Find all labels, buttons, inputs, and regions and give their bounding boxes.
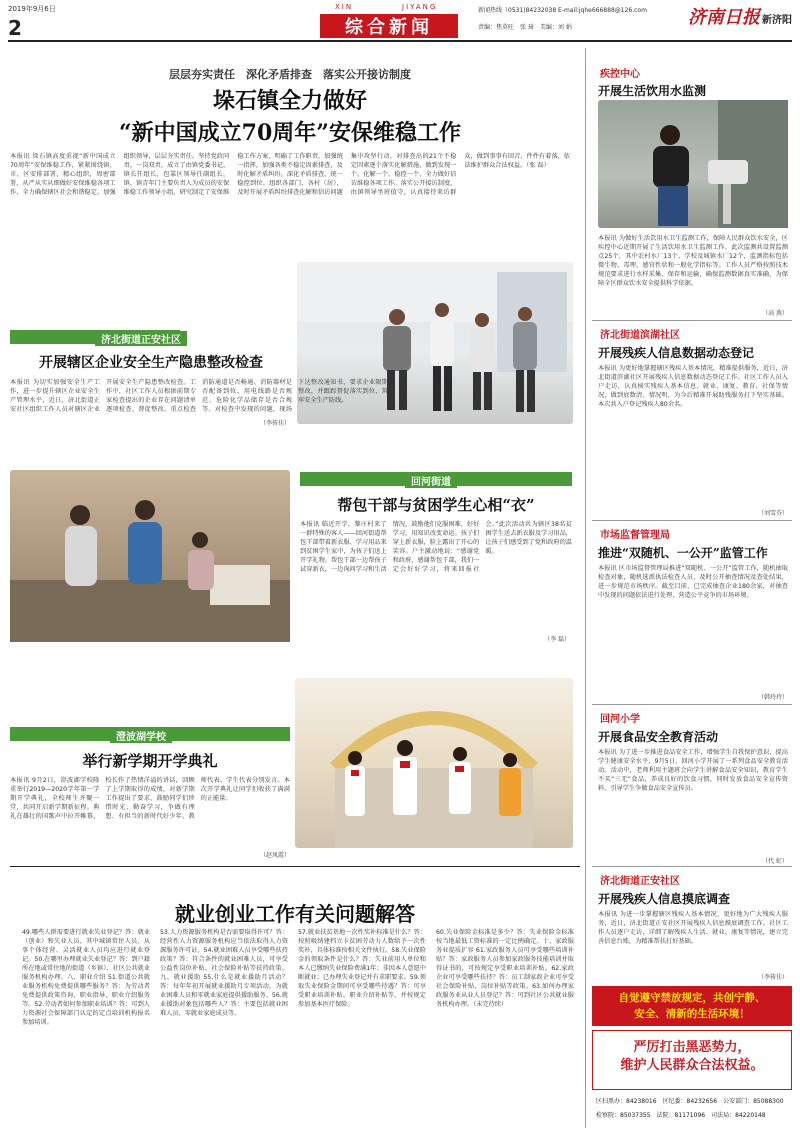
sb5-title: 开展残疾人信息摸底调查 <box>598 892 731 906</box>
sb5-author: （李传佳） <box>757 974 788 981</box>
faq-col-4-text: 60.失业保险金标准是多少？答：失业保险金标准按当地最低工资标准的一定比例确定。十、家政服务业提质扩容 61.家政服务人员可享受哪些培训补贴？答：家政服务人员参加家政服务技能培训并取得证书的，可按规定享受职业培训补贴。62.家政企业可享受哪些扶持？答：员工制家政企业可享受社会保险补贴、岗位补贴等政策。63.如何办理家政服务业从业人员登记？答：可到社区公共就业服务机构办理。（未完待续） <box>436 929 574 1008</box>
sb2-tag: 济北街道滨湖社区 <box>600 330 680 341</box>
s2-title: 帮包干部与贫困学生心相“衣” <box>337 496 535 514</box>
water-photo-art <box>598 100 788 228</box>
faq-top-rule <box>10 866 580 867</box>
sb4-author: （代 虹） <box>762 858 788 865</box>
sb3-body-text: 本报讯 区市场监督管理局推进“双随机、一公开”监管工作，随机抽取检查对象，随机选派执法检查人员，及时公开抽查情况及查处结果，进一步规范市场秩序。截至目前，已完成抽查企业180余家，对抽查中发现的问题依法进行处理，营造公平竞争的市场环境。 <box>598 565 788 599</box>
sb1-title: 开展生活饮用水监测 <box>598 84 707 98</box>
family-photo-art <box>10 470 290 642</box>
slogan-line-1: 自觉遵守禁放规定，共创宁静、 <box>618 992 766 1004</box>
faq-col-3-text: 57.就业扶贫基地一次性奖补标准是什么？答：按照吸纳建档立卡贫困劳动力人数给予一次性奖补，具体标准按相关文件执行。58.失业保险金的领取条件是什么？答：失业前用人单位和本人已缴纳失业保险费满1年；非因本人意愿中断就业；已办理失业登记并有求职要求。59.领取失业保险金期间可享受哪些待遇？答：可享受职业培训补贴、职业介绍补贴等，并按规定参加基本医疗保险。 <box>298 929 426 1008</box>
sb2-author: （刘雪芬） <box>757 510 788 517</box>
faq-col-3 <box>298 928 426 1128</box>
s1-title: 开展辖区企业安全生产隐患整改检查 <box>39 355 263 371</box>
pinyin-left: XIN <box>335 3 354 11</box>
brand-sub: 新济阳 <box>762 15 792 26</box>
sb2-body <box>598 364 788 507</box>
section-title-banner <box>320 14 458 38</box>
sb5-tag: 济北街道正安社区 <box>600 876 680 887</box>
page-number: 2 <box>8 16 22 40</box>
sb1-body-text: 本报讯 为做好生活饮用水卫生监测工作，保障人民群众饮水安全，区疾控中心近期开展了生活饮用水卫生监测工作。此次监测共设置监测点25个，其中农村水厂13个、学校及城镇水厂12个，监测指标包括微生物、毒理、感官性状和一般化学指标等。工作人员严格按照技术规范要求进行水样采集、保存和运输，确保监测数据真实准确，为保障全区群众饮水安全提供科学依据。 <box>598 235 788 287</box>
s3-author: （赵凤霞） <box>259 852 290 859</box>
s1-body-text: 本报讯 为切实加强安全生产工作，进一步提升辖区企业安全生产管理水平，近日，济北街道正安社区组织工作人员对辖区企业开展安全生产隐患整改检查。工作中，社区工作人员根据前期专家检查提出的企业存在问题清单逐项检查、督促整改，重点检查消防通道是否畅通、消防器材是否配备到位、用电线路是否规范、危险化学品储存是否合规等。对检查中发现的问题，现场下达整改通知书，要求企业限期整改，并跟踪督促落实到位，筑牢安全生产防线。 <box>10 379 388 413</box>
sb1-author: （高 燕） <box>762 310 788 317</box>
sb-rule-2 <box>592 520 792 521</box>
sb-rule-4 <box>592 866 792 867</box>
crime-line-2: 维护人民群众合法权益。 <box>620 1058 764 1073</box>
s2-body-text: 本报讯 临近开学，黎庄村来了一群特殊的客人——回河街道帮包干部带着新衣服、学习用品来到贫困学生家中，为孩子们送上开学礼物。帮包干部一边帮孩子试穿新衣，一边询问学习和生活情况，鼓励他们克服困难，好好学习，用知识改变命运。孩子们穿上新衣服，脸上露出了开心的笑容。户主激动地说：“感谢党和政府，感谢帮包干部，我们一定会好好学习，将来回报社会。”此次活动共为辖区38名贫困学生送去新衣服及学习用品，让孩子们感受到了党和政府的温暖。 <box>300 521 572 573</box>
sb1-body <box>598 234 788 306</box>
lead-body <box>10 152 570 252</box>
crime-box <box>592 1030 792 1090</box>
column-divider <box>585 48 586 1128</box>
lead-title-1: 垛石镇全力做好 <box>212 88 367 114</box>
faq-col-1 <box>22 928 150 1128</box>
section-title: 综合新闻 <box>345 17 433 38</box>
editors: 责编：焦莫旺 张 琦 美编：刘 娟 <box>478 24 572 31</box>
hotline: 新闻热线（0531)84232038 E-mail:jqhe666888@126.com <box>478 7 647 14</box>
sb2-body-text: 本报讯 为更好地掌握辖区残疾人基本情况，精准提供服务，近日，济北街道滨湖社区开展残疾人信息数据动态登记工作。社区工作人员入户走访，认真核实残疾人基本信息、就业、康复、教育、社保等情况，做到底数清、情况明，为今后精准开展助残服务打下坚实基础。本次共入户登记残疾人80余名。 <box>598 365 788 408</box>
sb3-title: 推进“双随机、一公开”监管工作 <box>598 546 768 560</box>
s2-body <box>300 520 572 634</box>
s2-author: （李 磊） <box>544 636 570 643</box>
family-photo <box>10 470 290 642</box>
school-photo <box>295 678 573 848</box>
slogan-line-2: 安全、清新的生活环境！ <box>634 1008 750 1020</box>
s3-title: 举行新学期开学典礼 <box>82 752 218 770</box>
lead-body-text: 本报讯 垛石镇高度重视“新中国成立70周年”安保维稳工作，紧紧围绕镇、市、区安排部署，精心组织，周密部署，从严从实从细做好安保维稳各项工作，全力确保辖区社会和谐稳定。加强组织领导，层层夯实责任。坚持党政同责、一岗双责，成立了由镇党委书记、镇长任组长，包靠区领导任副组长，镇、镇青年门主要负责人为成员的安保维稳工作领导小组，研究制定了安保维稳工作方案，明确了工作职责，加强统一指挥，加强各类不稳定因素排查，及时化解矛盾纠纷。深化矛盾排查，统一稳控到位。组织各部门，各村（居），及时开展矛盾纠纷排查化解和信访问题集中攻坚行动，对排查出的21个不稳定因素逐个落实化解措施，做到发现一个、化解一个、稳控一个，全力做好信访维稳各项工作。落实公开接访制度，由镇领导坐班值守，认真接待来访群众，做到事事有回音，件件有着落，依法维护群众合法权益。（张 磊） <box>10 153 570 196</box>
s3-body <box>10 776 290 846</box>
sb2-title: 开展残疾人信息数据动态登记 <box>598 346 755 360</box>
faq-title: 就业创业工作有关问题解答 <box>175 902 415 926</box>
newspaper-logo-icon: 济南日报 <box>688 7 760 28</box>
water-photo <box>598 100 788 228</box>
sb5-body <box>598 910 788 972</box>
s2-tag: 回河街道 <box>405 473 457 488</box>
lead-kicker: 层层夯实责任 深化矛盾排查 落实公开接访制度 <box>169 68 411 81</box>
brand-logo <box>688 3 792 29</box>
tel-line-1: 区扫黑办：84238016 区纪委：84232656 公安部门：85088300 <box>596 1098 784 1105</box>
faq-col-2-text: 53.人力资源服务机构是否需要取得许可？答：经营性人力资源服务机构应当依法取得人力资源服务许可证。54.就业困难人员享受哪些扶持政策？答：符合条件的就业困难人员，可享受公益性岗位补贴、社会保险补贴等扶持政策。九、就业援助 55.什么是就业援助月活动？答：每年年初开展就业援助月专项活动，为就业困难人员和零就业家庭提供援助服务。56.就业援助对象包括哪些人？答：主要包括就业困难人员、零就业家庭成员等。 <box>160 929 288 1017</box>
lead-title-2: “新中国成立70周年”安保维稳工作 <box>119 120 461 146</box>
sb4-title: 开展食品安全教育活动 <box>598 730 719 744</box>
sb5-body-text: 本报讯 为进一步掌握辖区残疾人基本情况，更好地为广大残疾人服务，近日，济北街道正安社区开展残疾人信息摸底调查工作。社区工作人员逐户走访，详细了解残疾人生活、就业、康复等情况，建立完善信息台账，为精准帮扶打好基础。 <box>598 911 788 945</box>
s1-author: （李传佳） <box>259 420 290 427</box>
pinyin-right: JIYANG <box>402 3 438 11</box>
sb1-tag: 疾控中心 <box>600 69 640 80</box>
s1-body <box>10 378 388 418</box>
faq-col-4 <box>436 928 574 1128</box>
sb3-tag: 市场监督管理局 <box>600 530 670 541</box>
s1-tag: 济北街道正安社区 <box>95 331 187 346</box>
sb3-author: （韩玲玲） <box>757 694 788 701</box>
sb4-tag: 回河小学 <box>600 714 640 725</box>
faq-col-2 <box>160 928 288 1128</box>
s3-body-text: 本报讯 9月2日，澄波湖学校隆重举行2019—2020学年第一学期开学典礼，全校师生齐聚一堂，共同开启新学期新征程。典礼在雄壮的国歌声中拉开帷幕，校长作了热情洋溢的讲话，回顾了上学期取得的成绩，对新学期工作提出了要求，鼓励同学们珍惜时光、勤奋学习，争做有理想、有担当的新时代好少年。教师代表、学生代表分别发言。本次开学典礼让同学们收获了满满的正能量。 <box>10 777 290 820</box>
crime-line-1: 严厉打击黑恶势力， <box>633 1040 751 1055</box>
firework-ban-band-icon <box>592 986 792 1026</box>
tel-line-2: 检察院：85037355 法院：81171096 司法局：84220148 <box>596 1112 766 1119</box>
sb-rule-3 <box>592 704 792 705</box>
sb-rule-1 <box>592 320 792 321</box>
school-photo-art <box>295 678 573 848</box>
s3-tag: 澄波湖学校 <box>110 728 172 743</box>
faq-col-1-text: 49.哪些人群需要进行就业失业登记？答：就业（创业）和失业人员，其中城镇常住人员、从事个体经营、灵活就业人员均应进行就业登记。50.在哪里办理就业失业登记？答：到户籍所在地或常住地的街道（乡镇）、社区公共就业服务机构办理。八、职业介绍 51.街道公共就业服务机构免费提供哪些服务？答：为劳动者免费提供政策咨询、职业指导、职业介绍服务等。52.劳动者如何参加职业培训？答：可到人力资源社会保障部门认定的定点培训机构报名参加培训。 <box>22 929 150 1026</box>
sb4-body-text: 本报讯 为了进一步推进食品安全工作，增强学生自我保护意识，提高学生健康安全水平，9月5日，回河小学开展了一系列食品安全教育活动。活动中，老师利用主题班会向学生讲解食品安全知识，教育学生不买“三无”食品，养成良好的饮食习惯，同时发放食品安全宣传资料，引导学生争做食品安全宣传员。 <box>598 749 788 792</box>
sb3-body <box>598 564 788 690</box>
sb4-body <box>598 748 788 854</box>
header-rule <box>8 40 792 42</box>
issue-date: 2019年9月6日 <box>8 5 56 13</box>
